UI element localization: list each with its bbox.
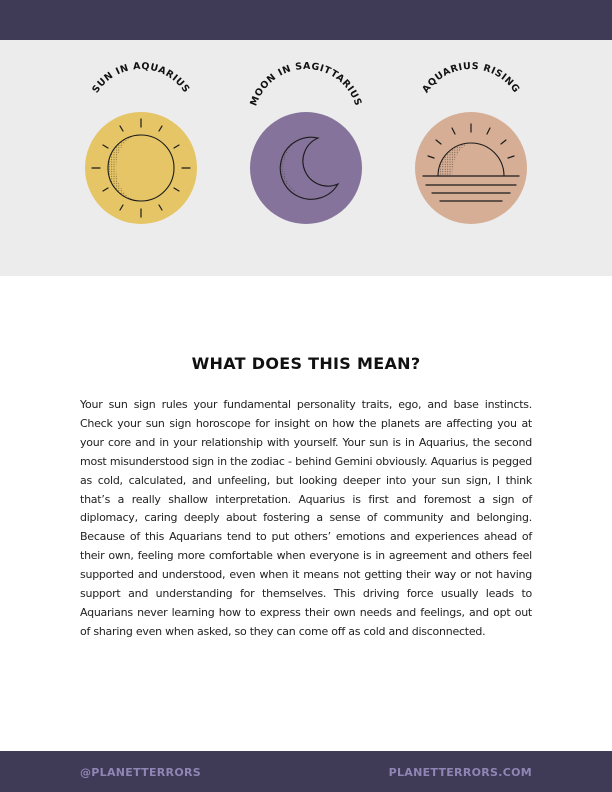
badge-label-rising: AQUARIUS RISING <box>420 60 522 96</box>
moon-artwork <box>280 137 338 199</box>
footer <box>0 751 612 792</box>
footer-handle[interactable]: @PLANETTERRORS <box>80 766 201 779</box>
badge-label-moon: MOON IN SAGITTARIUS <box>248 60 364 108</box>
badge-artwork <box>0 0 612 300</box>
sunrise-artwork <box>423 124 519 201</box>
section-body: Your sun sign rules your fundamental personality traits, ego, and base instincts. Check your sun sign horoscope for insight on how the planets are affecting you at your core and in your relationship with yourself. Your sun is in Aquarius, the second most misunderstood sign in the zodiac - behind Gemini obviously. Aquarius is pegged as cold, calculated, and unfeeling, but looking deeper into your sun sign, I think that’s a really shallow interpretation. Aquarius is first and foremost a sign of diplomacy, caring deeply about fostering a sense of community and belonging. Because of this Aquarians tend to put others’ emotions and experiences ahead of their own, feeling more comfortable when everyone is in agreement and others feel supported and understood, even when it means not getting their way or not having support and understanding for themselves. This driving force usually leads to Aquarians never learning how to express their own needs and feelings, and opt out of sharing even when asked, so they can come off as cold and disconnected. <box>80 398 532 638</box>
footer-website[interactable]: PLANETTERRORS.COM <box>388 766 532 779</box>
section-heading: WHAT DOES THIS MEAN? <box>191 354 421 373</box>
sun-artwork <box>92 119 190 217</box>
badge-label-sun: SUN IN AQUARIUS <box>90 60 192 96</box>
